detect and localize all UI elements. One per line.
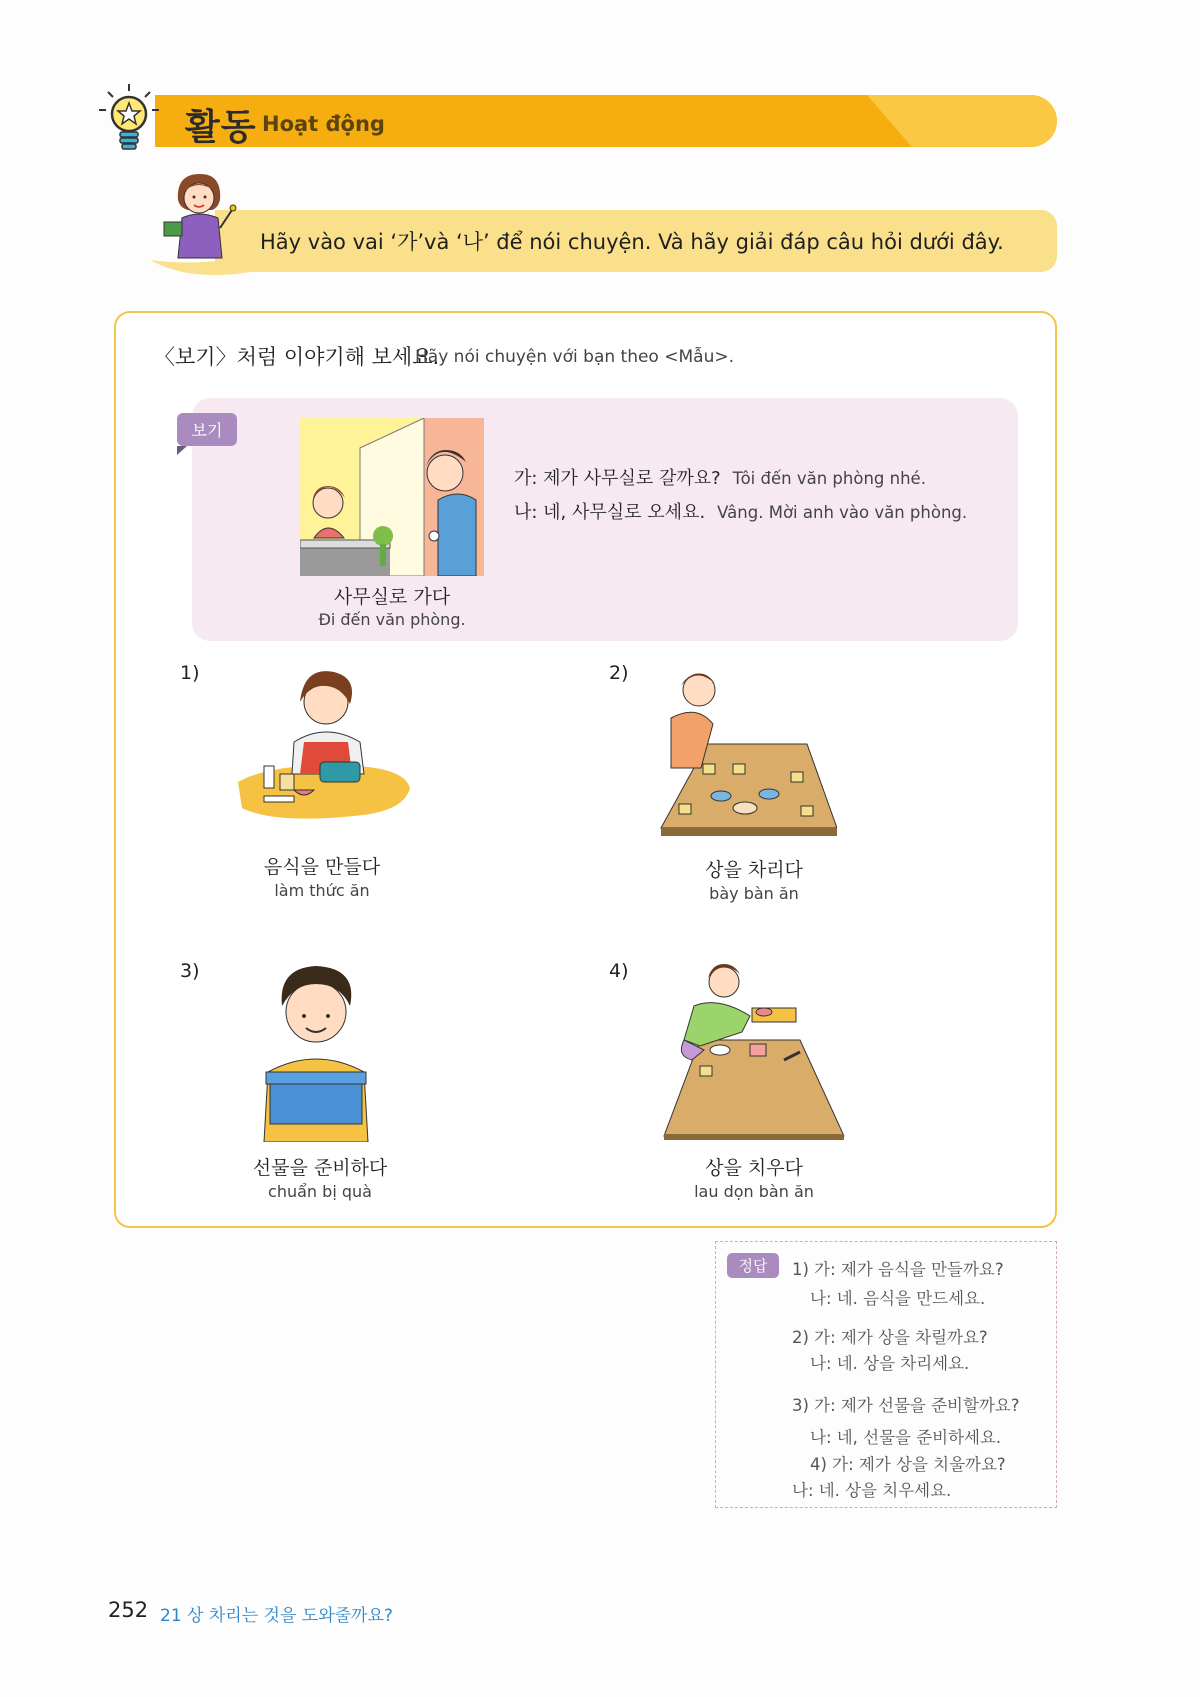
clearing-table-illustration xyxy=(660,960,848,1140)
page-number: 252 xyxy=(108,1598,149,1622)
chapter-title: 21 상 차리는 것을 도와줄까요? xyxy=(160,1606,393,1626)
item-caption-vi: chuẩn bị quà xyxy=(268,1182,372,1201)
setting-table-illustration xyxy=(657,668,837,846)
answer-line: 나: 네. 상을 치우세요. xyxy=(792,1481,952,1500)
cooking-illustration xyxy=(234,662,414,832)
item-number: 2) xyxy=(609,662,629,684)
answer-line: 3) 가: 제가 선물을 준비할까요? xyxy=(792,1396,1020,1415)
answer-line: 나: 네. 상을 차리세요. xyxy=(810,1354,970,1373)
office-illustration xyxy=(300,418,484,576)
teacher-illustration xyxy=(160,170,240,262)
item-caption-vi: lau dọn bàn ăn xyxy=(694,1182,814,1201)
task-prompt-ko: 〈보기〉처럼 이야기해 보세요. xyxy=(154,345,440,369)
item-caption-vi: bày bàn ăn xyxy=(709,884,799,903)
item-caption-ko: 음식을 만들다 xyxy=(263,856,381,878)
item-caption-ko: 선물을 준비하다 xyxy=(252,1157,388,1179)
section-subtitle: Hoạt động xyxy=(262,112,385,136)
task-prompt-vi: Hãy nói chuyện với bạn theo <Mẫu>. xyxy=(415,347,734,367)
item-number: 1) xyxy=(180,662,200,684)
section-title: 활동 xyxy=(185,107,257,148)
example-dialog-line-2 xyxy=(514,498,967,524)
item-number: 4) xyxy=(609,960,629,982)
answer-line: 4) 가: 제가 상을 치울까요? xyxy=(810,1455,1006,1474)
example-caption-vi: Đi đến văn phòng. xyxy=(318,610,466,629)
dialog-vi: Vâng. Mời anh vào văn phòng. xyxy=(717,503,968,522)
example-tag: 보기 xyxy=(177,413,237,446)
lightbulb-icon xyxy=(94,82,164,154)
dialog-vi: Tôi đến văn phòng nhé. xyxy=(732,469,926,488)
dialog-ko: 나: 네, 사무실로 오세요. xyxy=(514,502,706,523)
item-caption-ko: 상을 치우다 xyxy=(705,1157,803,1179)
item-caption-ko: 상을 차리다 xyxy=(705,859,803,881)
answer-line: 나: 네. 음식을 만드세요. xyxy=(810,1289,986,1308)
item-caption-vi: làm thức ăn xyxy=(274,881,370,900)
instruction-text: Hãy vào vai ‘가’và ‘나’ để nói chuyện. Và hãy giải đáp câu hỏi dưới đây. xyxy=(260,230,1004,254)
dialog-ko: 가: 제가 사무실로 갈까요? xyxy=(514,468,721,489)
answer-tag: 정답 xyxy=(727,1253,779,1278)
answer-line: 나: 네, 선물을 준비하세요. xyxy=(810,1428,1002,1447)
example-dialog-line-1 xyxy=(514,464,926,490)
gift-box-illustration xyxy=(258,962,374,1142)
example-caption-ko: 사무실로 가다 xyxy=(333,586,451,608)
item-number: 3) xyxy=(180,960,200,982)
answer-line: 1) 가: 제가 음식을 만들까요? xyxy=(792,1260,1004,1279)
answer-line: 2) 가: 제가 상을 차릴까요? xyxy=(792,1328,988,1347)
